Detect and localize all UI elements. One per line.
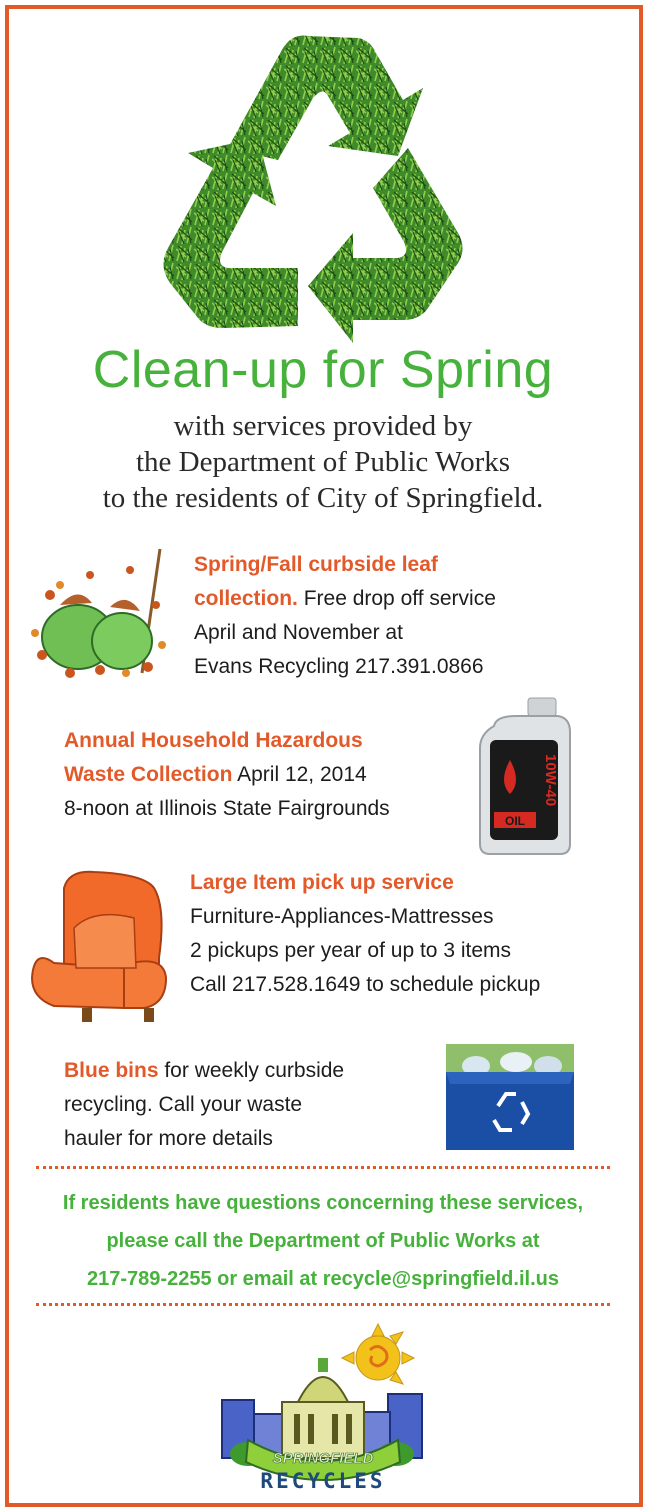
- hazard-highlight-1: Annual Household Hazardous: [64, 729, 363, 752]
- leaf-highlight-1: Spring/Fall curbside leaf: [194, 553, 438, 576]
- logo-arc-text: SPRINGFIELD: [272, 1450, 374, 1467]
- logo-recycles-word: RECYCLES: [260, 1469, 386, 1493]
- leaf-text-1: Free drop off service: [297, 587, 496, 610]
- contact-line-3: 217-789-2255 or email at recycle@springfield.il.us: [87, 1268, 559, 1290]
- hazard-text-2: 8-noon at Illinois State Fairgrounds: [64, 797, 390, 820]
- oil-bottle-icon: [476, 696, 574, 856]
- recycle-grass-icon: [158, 28, 488, 343]
- leaf-bags-icon: [30, 545, 168, 680]
- springfield-recycles-logo: [218, 1322, 428, 1494]
- leaf-text-2: April and November at: [194, 621, 403, 644]
- bottle-grade-label: 10W-40: [542, 754, 559, 807]
- leaf-highlight-2: collection.: [194, 587, 298, 610]
- armchair-icon: [24, 868, 174, 1028]
- large-item-text-3: Call 217.528.1649 to schedule pickup: [190, 973, 541, 996]
- divider-bottom: [36, 1303, 610, 1306]
- contact-line-2: please call the Department of Public Works at: [106, 1230, 540, 1252]
- leaf-collection-text: [194, 548, 496, 684]
- blue-bins-text: [64, 1054, 344, 1156]
- blue-bins-text-1: for weekly curbside: [158, 1059, 345, 1082]
- page-title: Clean-up for Spring: [92, 341, 554, 399]
- blue-bins-text-3: hauler for more details: [64, 1127, 273, 1150]
- divider-top: [36, 1166, 610, 1169]
- blue-bins-text-2: recycling. Call your waste: [64, 1093, 303, 1116]
- large-item-highlight: Large Item pick up service: [190, 871, 454, 894]
- subtitle-line-3: to the residents of City of Springfield.: [102, 482, 544, 514]
- large-item-text-2: 2 pickups per year of up to 3 items: [190, 939, 511, 962]
- subtitle-line-2: the Department of Public Works: [135, 446, 511, 478]
- hazard-text-1: April 12, 2014: [232, 763, 367, 786]
- blue-bin-icon: [446, 1044, 574, 1150]
- bottle-oil-label: OIL: [505, 814, 525, 828]
- large-item-text-1: Furniture-Appliances-Mattresses: [190, 905, 494, 928]
- blue-bins-highlight: Blue bins: [64, 1059, 159, 1082]
- subtitle-line-1: with services provided by: [173, 410, 473, 442]
- leaf-text-3: Evans Recycling 217.391.0866: [194, 655, 484, 678]
- large-item-text: [190, 866, 540, 1002]
- hazard-highlight-2: Waste Collection: [64, 763, 233, 786]
- contact-line-1: If residents have questions concerning these services,: [62, 1192, 584, 1214]
- hazardous-waste-text: [64, 724, 390, 826]
